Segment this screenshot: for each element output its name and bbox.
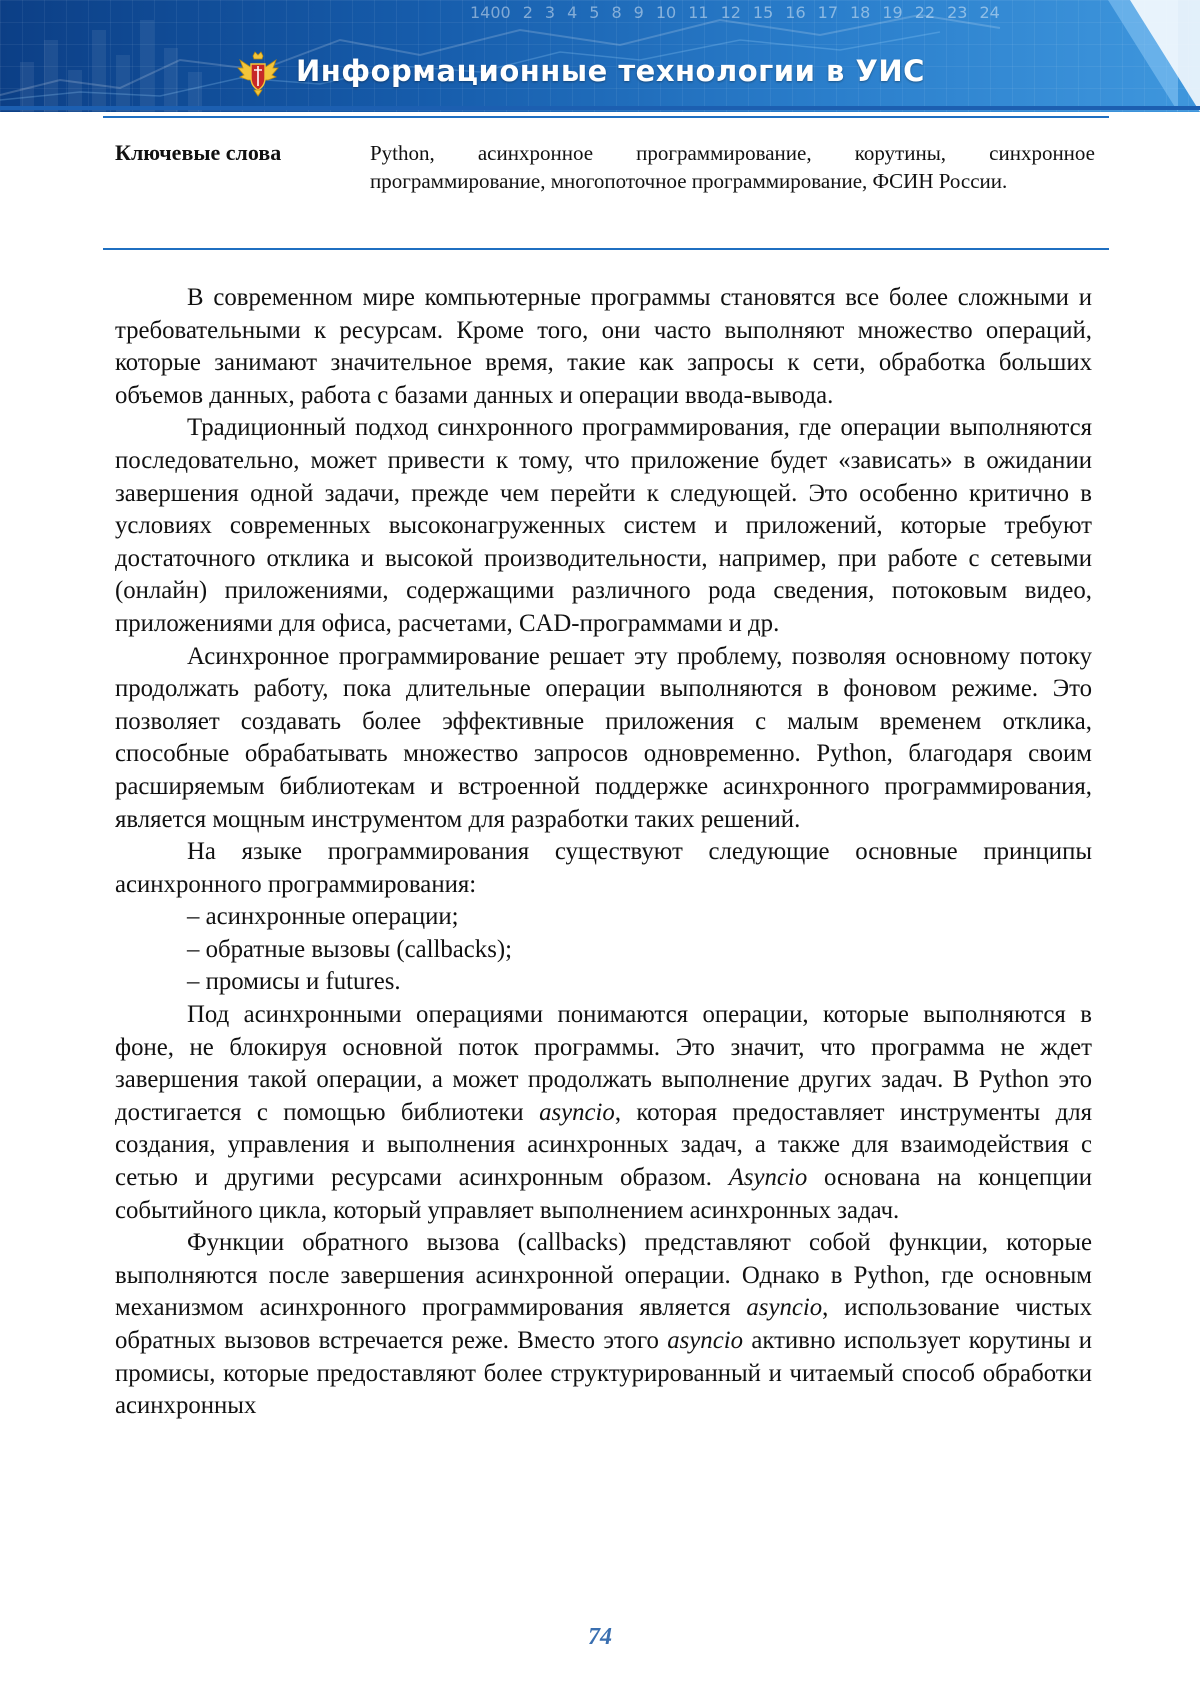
text-run: Функции обратного вызова (callbacks) представляют собой функции, которые выполняются после завершения асинхронной операции. Однако в Python, где основным механизмом асинхронного программирования является bbox=[115, 1229, 1092, 1321]
list-item: – асинхронные операции; bbox=[115, 901, 1092, 934]
journal-title: Информационные технологии в УИС bbox=[296, 54, 925, 88]
list-item: – промисы и futures. bbox=[115, 966, 1092, 999]
page-number: 74 bbox=[0, 1624, 1200, 1651]
banner-number: 5 bbox=[589, 3, 599, 29]
keywords-bottom-rule bbox=[103, 248, 1109, 250]
banner-number: 8 bbox=[611, 3, 621, 29]
banner-number: 10 bbox=[656, 3, 676, 29]
keywords-label: Ключевые слова bbox=[115, 139, 370, 195]
banner-number: 19 bbox=[882, 3, 902, 29]
keywords-text: Python, асинхронное программирование, корутины, синхронное программирование, многопоточное программирование, ФСИН России. bbox=[370, 139, 1095, 195]
banner-number: 17 bbox=[818, 3, 838, 29]
paragraph-async-operations bbox=[115, 999, 1092, 1227]
paragraph-intro: В современном мире компьютерные программы становятся все более сложными и требовательными к ресурсам. Кроме того, они часто выполняют множество операций, которые занимают значительное время, такие как запросы к сети, обработка больших объемов данных, работа с базами данных и операции ввода-вывода. bbox=[115, 282, 1092, 412]
banner-number: 11 bbox=[688, 3, 708, 29]
term-asyncio: asyncio bbox=[667, 1327, 743, 1354]
banner-number: 15 bbox=[753, 3, 773, 29]
banner-number: 16 bbox=[785, 3, 805, 29]
banner-number: 18 bbox=[850, 3, 870, 29]
paragraph-async-solution: Асинхронное программирование решает эту проблему, позволяя основному потоку продолжать работу, пока длительные операции выполняются в фоновом режиме. Это позволяет создавать более эффективные приложения с малым временем отклика, способные обрабатывать множество запросов одновременно. Python, благодаря своим расширяемым библиотекам и встроенной поддержке асинхронного программирования, является мощным инструментом для разработки таких решений. bbox=[115, 641, 1092, 837]
banner-number: 22 bbox=[915, 3, 935, 29]
text-run: , которая предоставляет инструменты для создания, управления и выполнения асинхронных задач, а также для взаимодействия с сетью и другими ресурсами асинхронным образом. bbox=[115, 1099, 1092, 1191]
banner-number: 9 bbox=[634, 3, 644, 29]
banner-underline bbox=[0, 106, 1200, 110]
banner-number: 1400 bbox=[470, 3, 511, 29]
text-run: основана на концепции событийного цикла, который управляет выполнением асинхронных задач. bbox=[115, 1164, 1092, 1224]
banner-number: 24 bbox=[979, 3, 999, 29]
fsin-eagle-emblem-icon bbox=[234, 50, 282, 98]
text-run: , использование чистых обратных вызовов встречается реже. Вместо этого bbox=[115, 1294, 1092, 1354]
banner-number: 4 bbox=[567, 3, 577, 29]
text-run: активно использует корутины и промисы, которые предоставляют более структурированный и читаемый способ обработки асинхронных bbox=[115, 1327, 1092, 1419]
banner-number: 23 bbox=[947, 3, 967, 29]
term-asyncio: asyncio bbox=[746, 1294, 822, 1321]
article-body bbox=[115, 282, 1092, 1423]
banner-number: 2 bbox=[523, 3, 533, 29]
term-asyncio: asyncio bbox=[539, 1099, 615, 1126]
paragraph-callbacks bbox=[115, 1227, 1092, 1423]
banner-number: 12 bbox=[721, 3, 741, 29]
paragraph-principles-intro: На языке программирования существуют следующие основные принципы асинхронного программирования: bbox=[115, 836, 1092, 901]
term-asyncio: Asyncio bbox=[729, 1164, 808, 1191]
banner-wedge bbox=[1130, 0, 1200, 112]
keywords-block bbox=[115, 139, 1095, 195]
banner-number: 3 bbox=[545, 3, 555, 29]
text-run: Под асинхронными операциями понимаются операции, которые выполняются в фоне, не блокируя основной поток программы. Это значит, что программа не ждет завершения такой операции, а может продолжать выполнение других задач. В Python это достигается с помощью библиотеки bbox=[115, 1001, 1092, 1126]
keywords-top-rule bbox=[103, 116, 1109, 118]
list-item: – обратные вызовы (callbacks); bbox=[115, 934, 1092, 967]
journal-header-banner bbox=[0, 0, 1200, 112]
banner-number-strip bbox=[470, 3, 1200, 29]
paragraph-sync-approach: Традиционный подход синхронного программирования, где операции выполняются последовательно, может привести к тому, что приложение будет «зависать» в ожидании завершения одной задачи, прежде чем перейти к следующей. Это особенно критично в условиях современных высоконагруженных систем и приложений, которые требуют достаточного отклика и высокой производительности, например, при работе с сетевыми (онлайн) приложениями, содержащими различного рода сведения, потоковым видео, приложениями для офиса, расчетами, CAD-программами и др. bbox=[115, 412, 1092, 640]
